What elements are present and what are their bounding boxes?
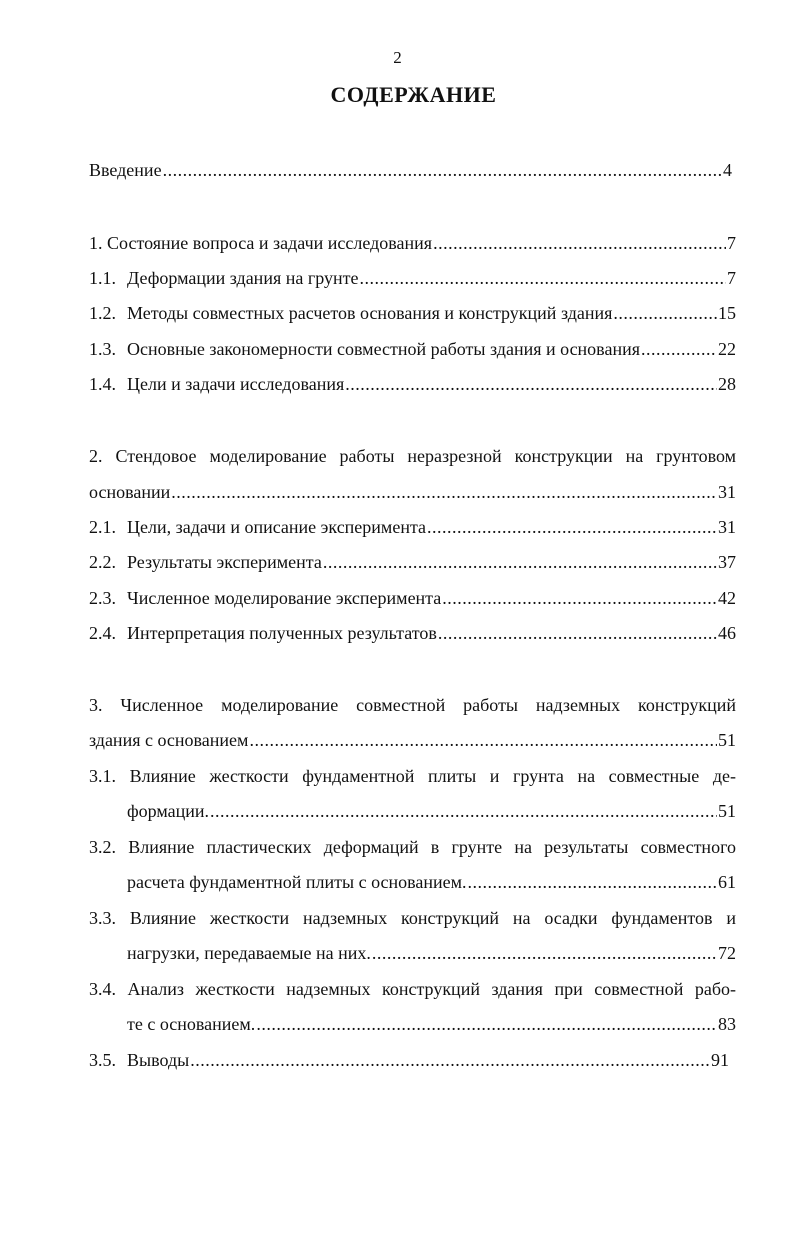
toc-entry-page: 91 [711,1050,729,1070]
toc-leader-dots [171,480,717,504]
toc-entry-num: 3.4. [89,979,116,999]
toc-entry-intro [89,158,732,182]
toc-entry-num: 3.3. [89,908,116,928]
toc-entry-page: 51 [718,730,736,750]
toc-leader-dots [613,301,717,325]
toc-leader-dots [163,158,722,182]
toc-entry-num: 3.2. [89,837,116,857]
toc-entry-page: 4 [723,160,732,180]
toc-entry-3-1-line2 [127,799,736,823]
toc-entry-1-3 [89,337,736,361]
toc-entry-page: 31 [718,482,736,502]
toc-leader-dots [433,231,726,255]
toc-leader-dots [256,1012,717,1036]
toc-entry-text: Результаты эксперимента [127,552,322,572]
toc-entry-page: 15 [718,303,736,323]
toc-entry-num: 1.4. [89,374,116,394]
toc-entry-3-3-line2 [127,941,736,965]
toc-entry-text: Деформации здания на грунте [127,268,359,288]
toc-entry-text: Цели и задачи исследования [127,374,345,394]
toc-entry-3-4-line2 [127,1012,736,1036]
toc-entry-text: Влияние жесткости надземных конструкций на осадки фундаментов и [129,908,736,928]
toc-entry-num: 2.2. [89,552,116,572]
toc-leader-dots [641,337,717,361]
toc-entry-num: 2.1. [89,517,116,537]
toc-entry-3-1-line1 [89,764,736,788]
toc-entry-page: 22 [718,339,736,359]
toc-entry-3-4-line1 [89,977,736,1001]
toc-entry-text: Цели, задачи и описание эксперимента [127,517,427,537]
toc-entry-page: 46 [718,623,736,643]
toc-entry-text: Численное моделирование эксперимента [127,588,442,608]
toc-entry-num: 3.5. [89,1050,116,1070]
toc-entry-page: 83 [718,1014,736,1034]
toc-entry-1-4 [89,372,736,396]
toc-entry-num: 2.4. [89,623,116,643]
toc-leader-dots [360,266,727,290]
toc-entry-2-2 [89,550,736,574]
toc-leader-dots [427,515,717,539]
toc-leader-dots [372,941,717,965]
toc-entry-text: здания с основанием [89,730,249,750]
toc-entry-text: Влияние пластических деформаций в грунте на результаты совместного [128,837,737,857]
toc-entry-ch2-line2 [89,480,736,504]
toc-entry-text: Основные закономерности совместной работы здания и основания [127,339,640,359]
toc-entry-ch1 [89,231,736,255]
toc-leader-dots [323,550,717,574]
toc-entry-num: 2. [89,446,103,466]
toc-leader-dots [190,1048,710,1072]
toc-entry-num: 3. [89,695,103,715]
toc-entry-3-2-line2 [127,870,736,894]
toc-entry-page: 61 [718,872,736,892]
toc-entry-page: 51 [718,801,736,821]
toc-entry-page: 7 [727,233,736,253]
toc-leader-dots [442,586,717,610]
toc-entry-2-3 [89,586,736,610]
toc-entry-num: 1. [89,233,103,253]
toc-entry-2-4 [89,621,736,645]
toc-entry-page: 31 [718,517,736,537]
toc-leader-dots [210,799,717,823]
toc-entry-page: 42 [718,588,736,608]
toc-entry-ch3-line1 [89,693,736,717]
page-title: СОДЕРЖАНИЕ [330,82,497,107]
toc-entry-text: Интерпретация полученных результатов [127,623,437,643]
toc-entry-2-1 [89,515,736,539]
toc-entry-ch2-line1 [89,444,736,468]
toc-leader-dots [249,728,717,752]
page-number: 2 [393,48,402,67]
toc-entry-text: Методы совместных расчетов основания и конструкций здания [127,303,613,323]
toc-entry-3-2-line1 [89,835,736,859]
toc-entry-page: 7 [727,268,736,288]
toc-leader-dots [345,372,717,396]
toc-entry-text: Выводы [127,1050,190,1070]
toc-entry-text: Состояние вопроса и задачи исследования [107,233,433,253]
toc-entry-3-3-line1 [89,906,736,930]
toc-entry-num: 1.2. [89,303,116,323]
toc-entry-num: 2.3. [89,588,116,608]
toc-leader-dots [468,870,717,894]
toc-entry-1-1 [89,266,736,290]
toc-entry-text: те с основанием. [127,1014,256,1034]
toc-entry-text: Введение [89,160,162,180]
toc-entry-text: формации. [127,801,210,821]
toc-entry-page: 28 [718,374,736,394]
toc-entry-text: расчета фундаментной плиты с основанием. [127,872,467,892]
toc-entry-num: 3.1. [89,766,116,786]
toc-entry-text: Стендовое моделирование работы неразрезной конструкции на грунтовом [115,446,736,466]
toc-entry-text: нагрузки, передаваемые на них. [127,943,371,963]
toc-entry-num: 1.1. [89,268,116,288]
toc-entry-ch3-line2 [89,728,736,752]
toc-entry-1-2 [89,301,736,325]
toc-entry-page: 37 [718,552,736,572]
toc-entry-text: основании [89,482,171,502]
toc-entry-text: Численное моделирование совместной работы надземных конструкций [120,695,736,715]
toc-entry-text: Анализ жесткости надземных конструкций здания при совместной рабо- [127,979,736,999]
toc-entry-3-5 [89,1048,729,1072]
toc-leader-dots [438,621,717,645]
toc-entry-page: 72 [718,943,736,963]
toc-entry-num: 1.3. [89,339,116,359]
toc-entry-text: Влияние жесткости фундаментной плиты и грунта на совместные де- [129,766,737,786]
